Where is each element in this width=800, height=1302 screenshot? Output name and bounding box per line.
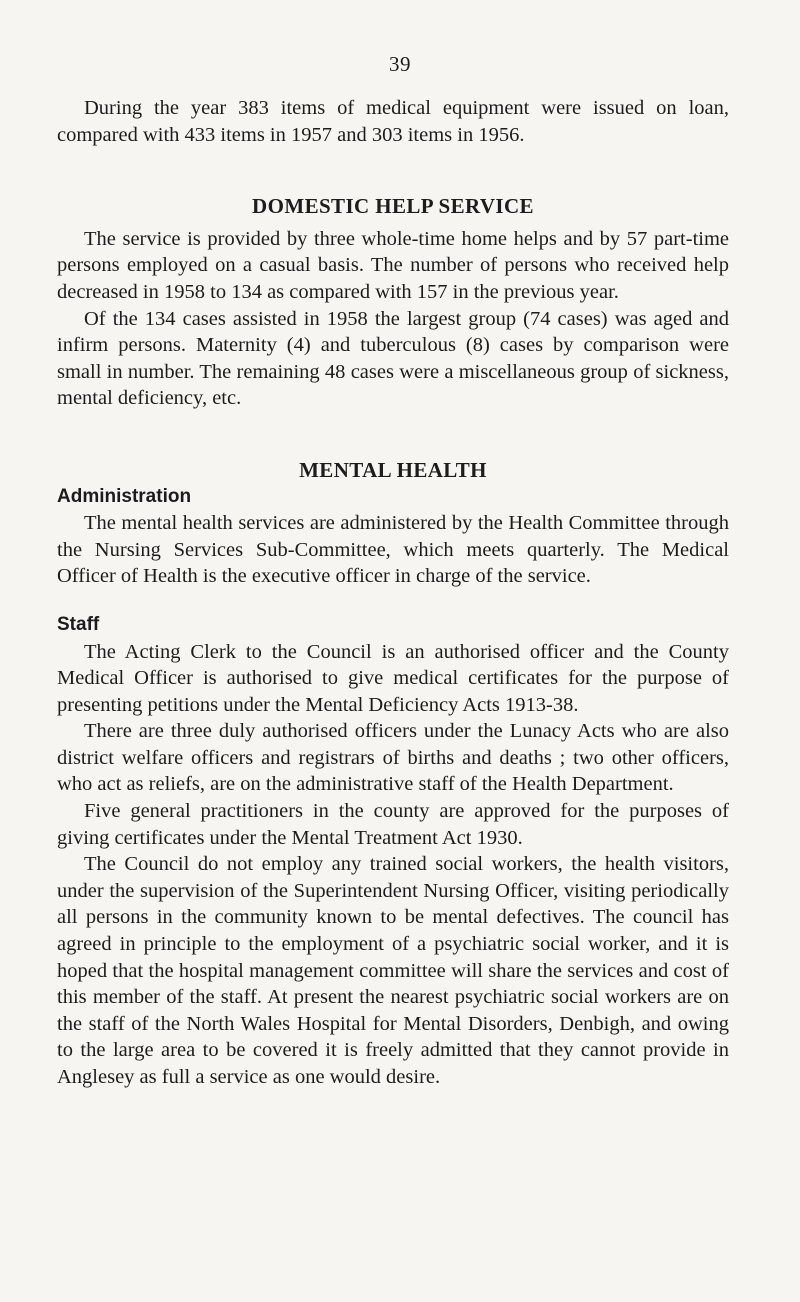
domestic-paragraph-2: Of the 134 cases assisted in 1958 the largest group (74 cases) was aged and infirm persons. Maternity (4) and tuberculous (8) cases by comparison were small in number. The remaining 48 cases were a miscellaneous group of sickness, mental deficiency, etc. [57,307,729,410]
mental-health-heading: MENTAL HEALTH [299,457,487,482]
page-number: 39 [389,52,411,76]
administration-subheading: Administration [57,485,192,507]
staff-paragraph-2: There are three duly authorised officers under the Lunacy Acts who are also district welfare officers and registrars of births and deaths ; two other officers, who act as reliefs, are on the administrative staff of the Health Department. [57,720,729,796]
domestic-help-heading: DOMESTIC HELP SERVICE [252,194,534,219]
staff-paragraph-4: The Council do not employ any trained social workers, the health visitors, under the supervision of the Superintendent Nursing Officer, visiting periodically all persons in the community known to be mental defectives. The council has agreed in principle to the employment of a psychiatric social worker, and it is hoped that the hospital management committee will share the services and cost of this member of the staff. At present the nearest psychiatric social workers are on the staff of the North Wales Hospital for Mental Disorders, Denbigh, and owing to the large area to be covered it is freely admitted that they cannot provide in Anglesey as full a service as one would desire. [57,853,729,1088]
domestic-paragraph-1: The service is provided by three whole-time home helps and by 57 part-time persons employed on a casual basis. The number of persons who received help decreased in 1958 to 134 as compared with 157 in the previous year. [57,227,729,303]
administration-paragraph: The mental health services are administered by the Health Committee through the Nursing Services Sub-Committee, which meets quarterly. The Medical Officer of Health is the executive officer in charge of the service. [57,512,729,588]
intro-paragraph: During the year 383 items of medical equipment were issued on loan, compared with 433 items in 1957 and 303 items in 1956. [57,97,729,146]
mental-health-section [57,457,729,1091]
staff-paragraph-3: Five general practitioners in the county are approved for the purposes of giving certificates under the Mental Treatment Act 1930. [57,800,729,849]
page-content [57,95,729,1091]
domestic-help-section [57,193,729,412]
staff-subheading: Staff [57,613,100,635]
staff-paragraph-1: The Acting Clerk to the Council is an authorised officer and the County Medical Officer is authorised to give medical certificates for the purpose of presenting petitions under the Mental Deficiency Acts 1913-38. [57,640,729,716]
